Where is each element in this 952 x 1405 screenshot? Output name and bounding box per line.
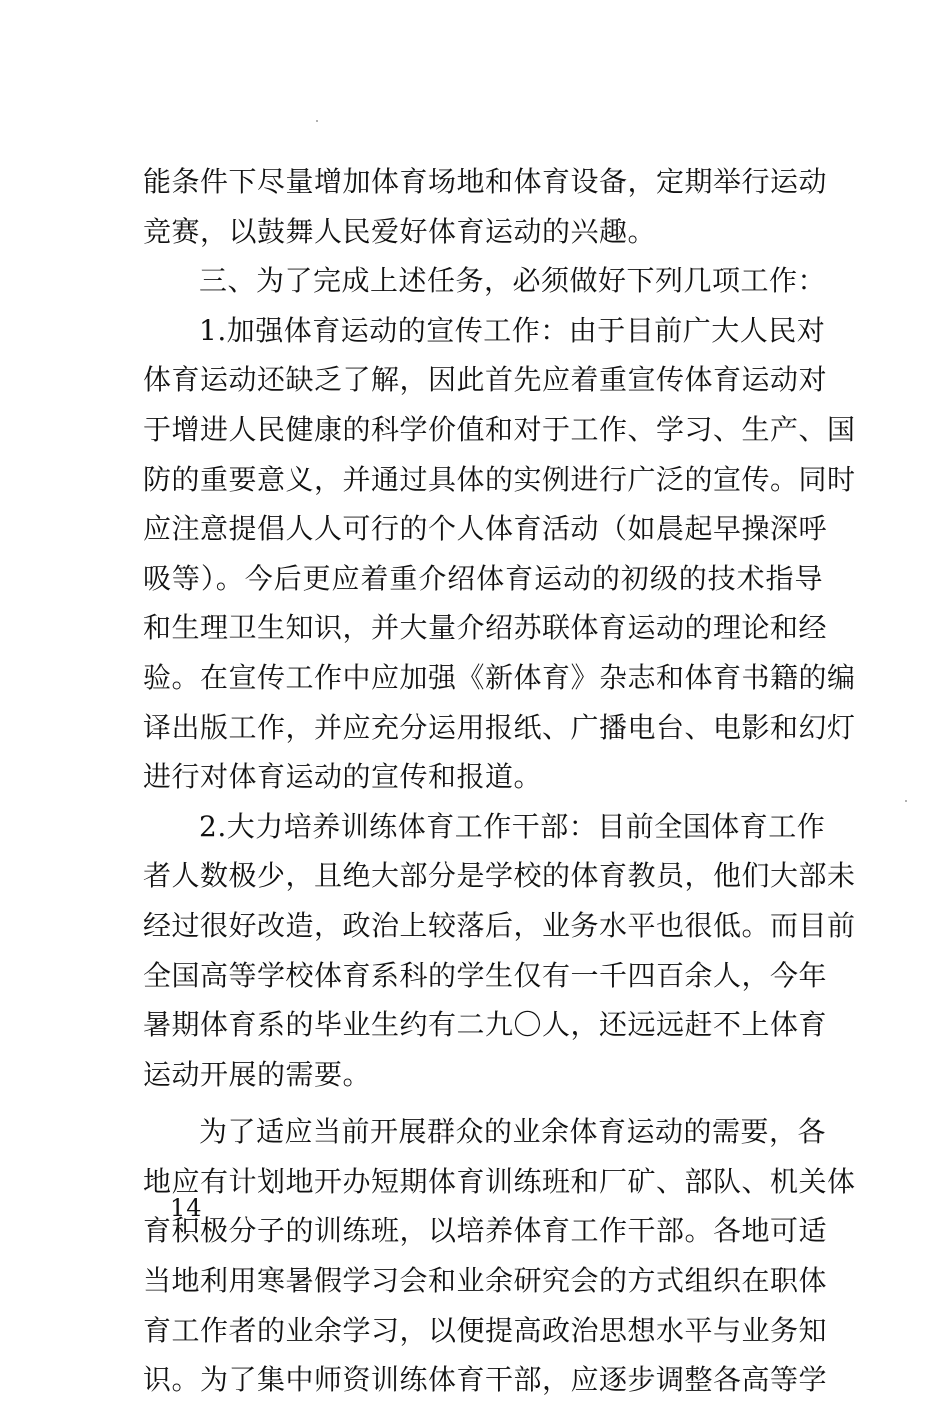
text-line: 为了适应当前开展群众的业余体育运动的需要，各 xyxy=(199,1115,827,1149)
text-line: 暑期体育系的毕业生约有二九〇人，还远远赶不上体育 xyxy=(143,1008,828,1042)
page-number: 14 xyxy=(170,1194,203,1222)
text-line: 体育运动还缺乏了解，因此首先应着重宣传体育运动对 xyxy=(143,363,828,397)
text-line: 1.加强体育运动的宣传工作：由于目前广大人民对 xyxy=(199,313,826,347)
text-line: 译出版工作，并应充分运用报纸、广播电台、电影和幻灯 xyxy=(143,710,856,744)
text-line: 当地利用寒暑假学习会和业余研究会的方式组织在职体 xyxy=(143,1264,828,1298)
text-line: 地应有计划地开办短期体育训练班和厂矿、部队、机关体 xyxy=(143,1164,856,1198)
text-line: 育积极分子的训练班，以培养体育工作干部。各地可适 xyxy=(143,1214,828,1248)
text-line: 验。在宣传工作中应加强《新体育》杂志和体育书籍的编 xyxy=(143,660,856,694)
text-line: 识。为了集中师资训练体育干部，应逐步调整各高等学 xyxy=(143,1363,828,1397)
body-text xyxy=(143,157,856,1405)
text-line: 三、为了完成上述任务，必须做好下列几项工作： xyxy=(199,264,827,298)
text-line: 者人数极少，且绝大部分是学校的体育教员，他们大部未 xyxy=(143,859,856,893)
text-line: 进行对体育运动的宣传和报道。 xyxy=(143,760,543,794)
text-line: 全国高等学校体育系科的学生仅有一千四百余人，今年 xyxy=(143,958,828,992)
text-line: 2.大力培养训练体育工作干部：目前全国体育工作 xyxy=(199,809,826,843)
text-line: 能条件下尽量增加体育场地和体育设备，定期举行运动 xyxy=(143,165,828,198)
text-line: 竞赛，以鼓舞人民爱好体育运动的兴趣。 xyxy=(143,214,657,248)
scan-speck xyxy=(316,120,318,122)
text-line: 于增进人民健康的科学价值和对于工作、学习、生产、国 xyxy=(143,412,856,446)
text-line: 防的重要意义，并通过具体的实例进行广泛的宣传。同时 xyxy=(143,462,856,496)
text-line: 吸等）。今后更应着重介绍体育运动的初级的技术指导 xyxy=(143,561,823,595)
text-line: 经过很好改造，政治上较落后，业务水平也很低。而目前 xyxy=(143,908,856,942)
paragraph-gap xyxy=(143,1099,823,1107)
text-line: 育工作者的业余学习，以便提高政治思想水平与业务知 xyxy=(143,1313,828,1347)
scan-speck xyxy=(905,800,907,802)
text-line: 和生理卫生知识，并大量介绍苏联体育运动的理论和经 xyxy=(143,611,828,645)
text-line: 应注意提倡人人可行的个人体育活动（如晨起早操深呼 xyxy=(143,512,828,546)
text-line: 运动开展的需要。 xyxy=(143,1057,372,1091)
